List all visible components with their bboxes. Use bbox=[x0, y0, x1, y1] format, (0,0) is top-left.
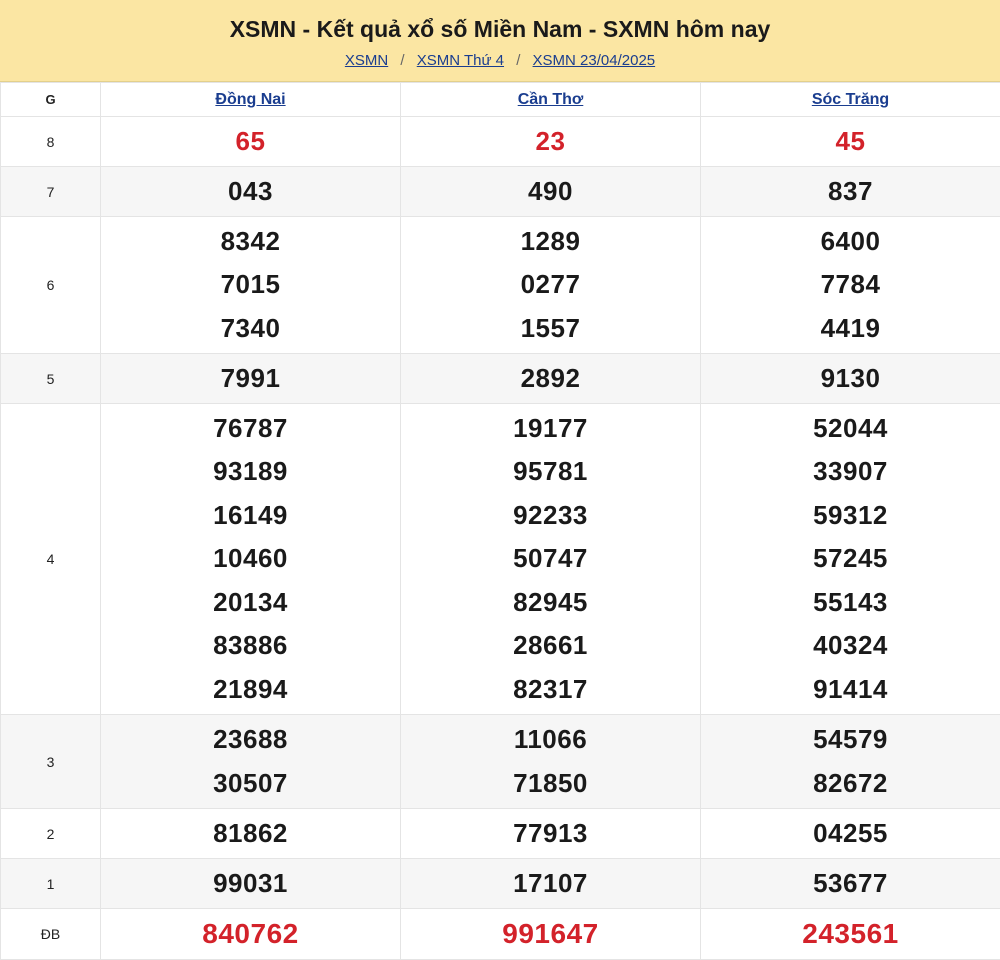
prize-row-special bbox=[1, 909, 1000, 960]
prize-number: 30507 bbox=[213, 767, 288, 798]
prize-number: 92233 bbox=[513, 499, 588, 530]
prize-number: 53677 bbox=[813, 867, 888, 898]
prize-cell bbox=[101, 859, 401, 909]
prize-row-g6 bbox=[1, 217, 1000, 354]
prize-cell bbox=[101, 809, 401, 859]
prize-cell bbox=[401, 715, 701, 809]
prize-number: 23688 bbox=[213, 724, 288, 755]
prize-number: 99031 bbox=[213, 867, 288, 898]
prize-number: 40324 bbox=[813, 630, 888, 661]
prize-number: 7991 bbox=[220, 362, 281, 393]
table-header-row bbox=[1, 83, 1000, 117]
prize-number: 82672 bbox=[813, 767, 888, 798]
prize-number: 21894 bbox=[213, 673, 288, 704]
prize-cell bbox=[101, 354, 401, 404]
prize-number: 57245 bbox=[813, 543, 888, 574]
province-link-dong-nai[interactable]: Đồng Nai bbox=[215, 90, 286, 108]
prize-number: 10460 bbox=[213, 543, 288, 574]
prize-number: 91414 bbox=[813, 673, 888, 704]
prize-label: 5 bbox=[1, 354, 101, 404]
prize-number: 7784 bbox=[820, 269, 881, 300]
prize-row-g4 bbox=[1, 404, 1000, 715]
prize-label: ĐB bbox=[1, 909, 101, 960]
prize-number: 1289 bbox=[520, 225, 581, 256]
prize-number: 7340 bbox=[220, 312, 281, 343]
prize-cell bbox=[401, 354, 701, 404]
province-header-can-tho bbox=[401, 83, 701, 117]
prize-number: 76787 bbox=[213, 413, 288, 444]
special-prize-number: 243561 bbox=[802, 918, 899, 950]
prize-cell bbox=[101, 404, 401, 715]
prize-row-g7 bbox=[1, 167, 1000, 217]
province-link-can-tho[interactable]: Cần Thơ bbox=[517, 90, 584, 108]
prize-label: 6 bbox=[1, 217, 101, 354]
prize-label: 7 bbox=[1, 167, 101, 217]
prize-number: 04255 bbox=[813, 817, 888, 848]
prize-label: 8 bbox=[1, 117, 101, 167]
breadcrumb-link-weekday[interactable]: XSMN Thứ 4 bbox=[416, 52, 505, 69]
prize-number: 20134 bbox=[213, 586, 288, 617]
page-title: XSMN - Kết quả xổ số Miền Nam - SXMN hôm nay bbox=[229, 16, 771, 42]
prize-cell bbox=[101, 909, 401, 960]
prize-number: 83886 bbox=[213, 630, 288, 661]
prize-label: 1 bbox=[1, 859, 101, 909]
prize-number: 45 bbox=[835, 125, 866, 156]
prize-cell bbox=[101, 167, 401, 217]
prize-number: 81862 bbox=[213, 817, 288, 848]
prize-number: 1557 bbox=[520, 312, 581, 343]
special-prize-number: 991647 bbox=[502, 918, 599, 950]
prize-number: 50747 bbox=[513, 543, 588, 574]
prize-number: 16149 bbox=[213, 499, 288, 530]
prize-number: 9130 bbox=[820, 362, 881, 393]
prize-cell bbox=[701, 809, 1000, 859]
breadcrumb-separator: / bbox=[516, 52, 521, 69]
prize-number: 28661 bbox=[513, 630, 588, 661]
prize-number: 17107 bbox=[513, 867, 588, 898]
prize-number: 043 bbox=[228, 175, 273, 206]
prize-cell bbox=[701, 117, 1000, 167]
prize-label: 2 bbox=[1, 809, 101, 859]
breadcrumb bbox=[0, 50, 1000, 72]
prize-row-g5 bbox=[1, 354, 1000, 404]
prize-cell bbox=[701, 715, 1000, 809]
prize-number: 54579 bbox=[813, 724, 888, 755]
prize-number: 82317 bbox=[513, 673, 588, 704]
province-link-soc-trang[interactable]: Sóc Trăng bbox=[811, 90, 890, 108]
prize-number: 33907 bbox=[813, 456, 888, 487]
prize-number: 59312 bbox=[813, 499, 888, 530]
prize-row-g2 bbox=[1, 809, 1000, 859]
prize-cell bbox=[701, 354, 1000, 404]
prize-number: 55143 bbox=[813, 586, 888, 617]
prize-number: 71850 bbox=[513, 767, 588, 798]
prize-number: 52044 bbox=[813, 413, 888, 444]
breadcrumb-link-xsmn[interactable]: XSMN bbox=[344, 52, 389, 69]
prize-number: 8342 bbox=[220, 225, 281, 256]
prize-number: 6400 bbox=[820, 225, 881, 256]
breadcrumb-link-date[interactable]: XSMN 23/04/2025 bbox=[532, 52, 656, 69]
page-header bbox=[0, 0, 1000, 82]
province-header-dong-nai bbox=[101, 83, 401, 117]
prize-cell bbox=[401, 217, 701, 354]
prize-cell bbox=[701, 167, 1000, 217]
prize-number: 65 bbox=[235, 125, 266, 156]
prize-number: 7015 bbox=[220, 269, 281, 300]
prize-number: 0277 bbox=[520, 269, 581, 300]
prize-cell bbox=[401, 404, 701, 715]
prize-number: 82945 bbox=[513, 586, 588, 617]
prize-cell bbox=[401, 117, 701, 167]
prize-cell bbox=[401, 909, 701, 960]
prize-cell bbox=[401, 809, 701, 859]
prize-cell bbox=[101, 217, 401, 354]
prize-row-g3 bbox=[1, 715, 1000, 809]
prize-label: 4 bbox=[1, 404, 101, 715]
grade-column-header: G bbox=[1, 83, 101, 117]
prize-number: 4419 bbox=[820, 312, 881, 343]
prize-number: 95781 bbox=[513, 456, 588, 487]
prize-number: 19177 bbox=[513, 413, 588, 444]
prize-row-g1 bbox=[1, 859, 1000, 909]
prize-number: 23 bbox=[535, 125, 566, 156]
prize-number: 93189 bbox=[213, 456, 288, 487]
prize-cell bbox=[701, 909, 1000, 960]
prize-cell bbox=[101, 117, 401, 167]
prize-cell bbox=[701, 404, 1000, 715]
prize-label: 3 bbox=[1, 715, 101, 809]
prize-number: 837 bbox=[828, 175, 873, 206]
prize-row-g8 bbox=[1, 117, 1000, 167]
prize-number: 490 bbox=[528, 175, 573, 206]
province-header-soc-trang bbox=[701, 83, 1000, 117]
prize-cell bbox=[701, 217, 1000, 354]
prize-number: 77913 bbox=[513, 817, 588, 848]
prize-number: 11066 bbox=[513, 724, 588, 755]
prize-number: 2892 bbox=[520, 362, 581, 393]
prize-cell bbox=[401, 859, 701, 909]
results-table bbox=[0, 82, 1000, 960]
special-prize-number: 840762 bbox=[202, 918, 299, 950]
prize-cell bbox=[101, 715, 401, 809]
prize-cell bbox=[701, 859, 1000, 909]
breadcrumb-separator: / bbox=[400, 52, 405, 69]
prize-cell bbox=[401, 167, 701, 217]
